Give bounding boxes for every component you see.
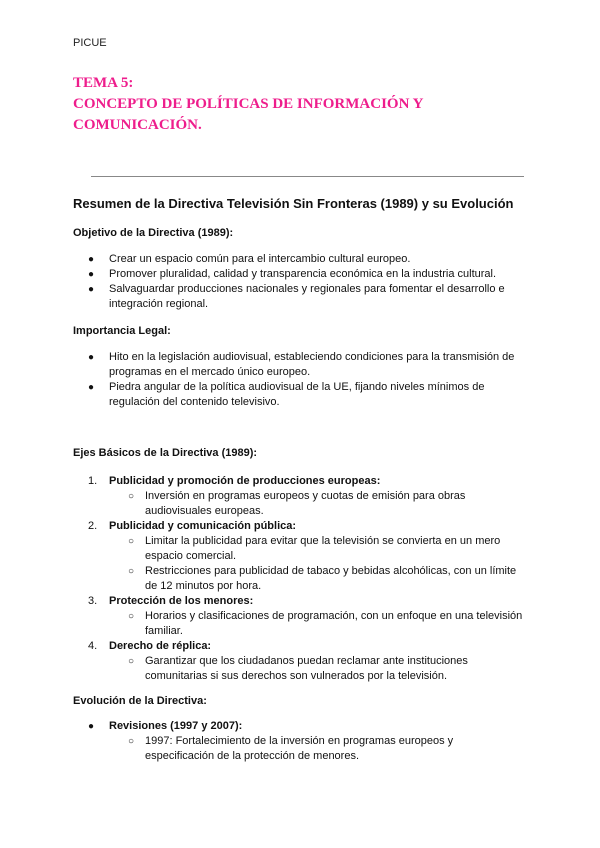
list-item-text: Salvaguardar producciones nacionales y regionales para fomentar el desarrollo e integración regional.	[109, 283, 505, 310]
circle-bullet-icon: ○	[128, 536, 135, 547]
sub-item-text: Inversión en programas europeos y cuotas de emisión para obras audiovisuales europeas.	[145, 490, 466, 517]
objetivo-list	[73, 252, 533, 312]
item-number: 4.	[88, 640, 98, 652]
title-line-1: TEMA 5:	[73, 75, 134, 91]
circle-bullet-icon: ○	[128, 491, 135, 502]
numbered-item	[73, 474, 533, 489]
item-number: 2.	[88, 520, 98, 532]
circle-bullet-icon: ○	[128, 611, 135, 622]
list-item	[73, 282, 533, 312]
sub-item	[73, 609, 533, 639]
numbered-item-label: Publicidad y promoción de producciones europeas:	[109, 475, 381, 487]
list-item	[73, 350, 533, 380]
numbered-item-label: Derecho de réplica:	[109, 640, 212, 652]
bullet-icon: ●	[88, 352, 95, 363]
sub-item	[73, 534, 533, 564]
list-item	[73, 380, 533, 410]
circle-bullet-icon: ○	[128, 656, 135, 667]
bullet-icon: ●	[88, 721, 95, 732]
evolucion-heading: Evolución de la Directiva:	[73, 695, 207, 707]
sub-item-text: Limitar la publicidad para evitar que la televisión se convierta en un mero espacio comercial.	[145, 535, 501, 562]
sub-item-text: Restricciones para publicidad de tabaco y bebidas alcohólicas, con un límite de 12 minutos por hora.	[145, 565, 517, 592]
bullet-icon: ●	[88, 269, 95, 280]
main-heading: Resumen de la Directiva Televisión Sin Fronteras (1989) y su Evolución	[73, 196, 514, 211]
sub-item	[73, 564, 533, 594]
ejes-heading: Ejes Básicos de la Directiva (1989):	[73, 447, 258, 459]
evolucion-list	[73, 719, 533, 764]
bullet-icon: ●	[88, 284, 95, 295]
sub-item-text: Horarios y clasificaciones de programación, con un enfoque en una televisión familiar.	[145, 610, 523, 637]
circle-bullet-icon: ○	[128, 736, 135, 747]
list-item-text: Revisiones (1997 y 2007):	[109, 720, 243, 732]
importancia-list	[73, 350, 533, 410]
sub-item	[73, 654, 533, 684]
title-line-2: CONCEPTO DE POLÍTICAS DE INFORMACIÓN Y	[73, 96, 424, 112]
horizontal-divider	[91, 176, 524, 177]
title-line-3: COMUNICACIÓN.	[73, 117, 202, 133]
list-item	[73, 252, 533, 267]
numbered-item-label: Protección de los menores:	[109, 595, 254, 607]
document-title	[73, 73, 533, 136]
numbered-item-label: Publicidad y comunicación pública:	[109, 520, 297, 532]
list-item	[73, 267, 533, 282]
header-label: PICUE	[73, 37, 107, 49]
ejes-list	[73, 474, 533, 684]
list-item-text: Hito en la legislación audiovisual, estableciendo condiciones para la transmisión de programas en el mercado único europeo.	[109, 351, 515, 378]
bullet-icon: ●	[88, 382, 95, 393]
list-item	[73, 719, 533, 734]
bullet-icon: ●	[88, 254, 95, 265]
list-item-text: Promover pluralidad, calidad y transparencia económica en la industria cultural.	[109, 268, 497, 280]
objetivo-heading: Objetivo de la Directiva (1989):	[73, 227, 234, 239]
list-item-text: Piedra angular de la política audiovisual de la UE, fijando niveles mínimos de regulación del contenido televisivo.	[109, 381, 485, 408]
numbered-item	[73, 519, 533, 534]
importancia-heading: Importancia Legal:	[73, 325, 171, 337]
sub-item	[73, 734, 533, 764]
numbered-item	[73, 594, 533, 609]
sub-item-text: 1997: Fortalecimiento de la inversión en programas europeos y especificación de la protección de menores.	[145, 735, 454, 762]
list-item-text: Crear un espacio común para el intercambio cultural europeo.	[109, 253, 411, 265]
sub-item	[73, 489, 533, 519]
sub-item-text: Garantizar que los ciudadanos puedan reclamar ante instituciones comunitarias si sus derechos son vulnerados por la televisión.	[145, 655, 468, 682]
numbered-item	[73, 639, 533, 654]
item-number: 3.	[88, 595, 98, 607]
item-number: 1.	[88, 475, 98, 487]
circle-bullet-icon: ○	[128, 566, 135, 577]
